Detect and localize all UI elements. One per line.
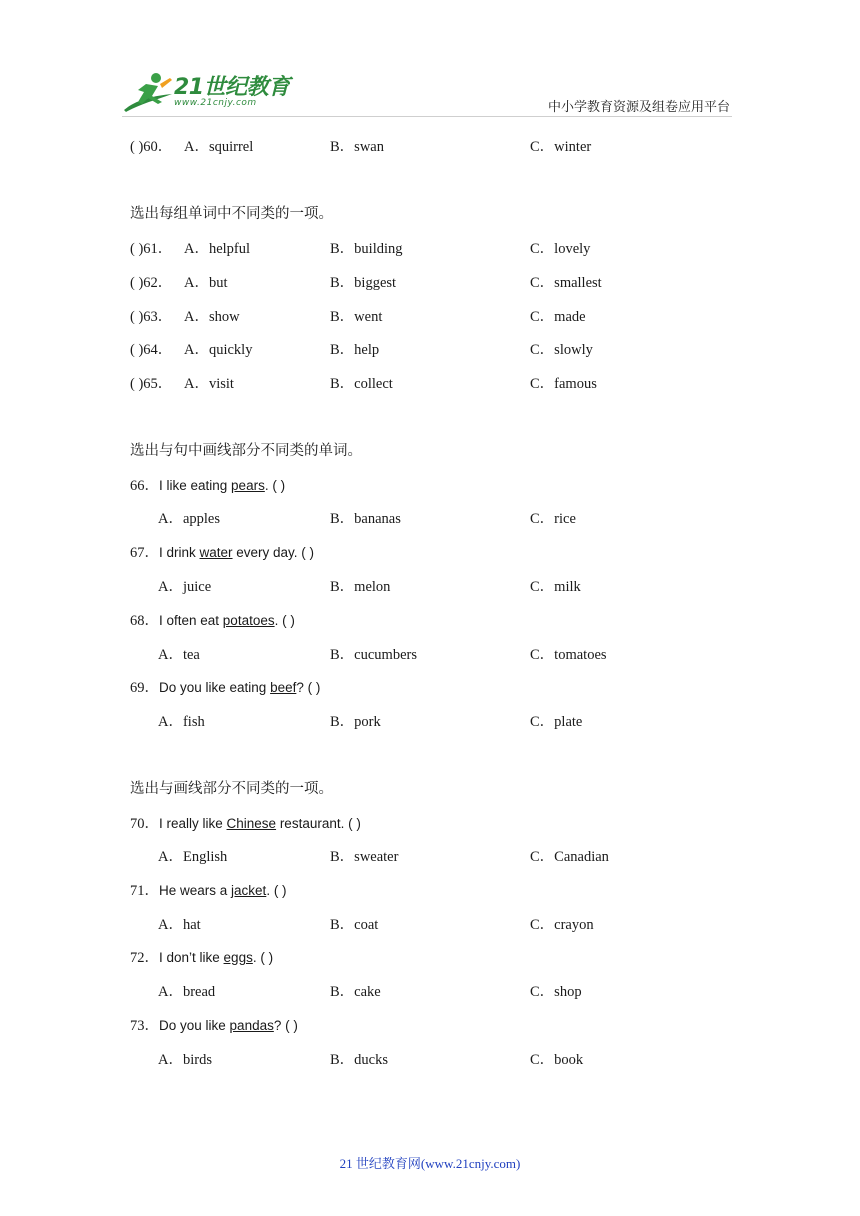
option-a: A．visit: [184, 376, 234, 392]
option-c: C．famous: [530, 376, 597, 392]
question-row: [130, 373, 730, 395]
question-number: ( )64．: [130, 342, 173, 358]
option-b: B．bananas: [330, 511, 401, 527]
option-a: A．birds: [158, 1052, 212, 1068]
question-row: [130, 136, 730, 158]
underlined-word: jacket: [231, 883, 267, 898]
option-c: C．slowly: [530, 342, 593, 358]
stem-text: ? ( ): [296, 680, 321, 695]
stem-text: Do you like eating: [159, 680, 271, 695]
option-c: C．tomatoes: [530, 647, 607, 663]
option-a: A．hat: [158, 917, 201, 933]
option-b: B．building: [330, 241, 403, 257]
underlined-word: pears: [231, 478, 265, 493]
option-b: B．coat: [330, 917, 379, 933]
header-divider: [122, 116, 732, 117]
question-number: ( )60．: [130, 139, 173, 155]
option-c: C．rice: [530, 511, 576, 527]
runner-icon: [122, 70, 174, 114]
question-stem: [130, 1015, 298, 1037]
stem-text: . ( ): [274, 613, 295, 628]
question-number: ( )63．: [130, 309, 173, 325]
option-c: C．shop: [530, 984, 582, 1000]
stem-text: . ( ): [264, 478, 286, 493]
stem-text: . ( ): [252, 950, 274, 965]
footer-link[interactable]: 21 世纪教育网(www.21cnjy.com): [339, 1156, 521, 1171]
option-b: B．cucumbers: [330, 647, 417, 663]
underlined-word: potatoes: [222, 613, 275, 628]
options-row: [130, 914, 730, 936]
option-a: A．English: [158, 849, 228, 865]
option-c: C．lovely: [530, 241, 591, 257]
option-c: C．winter: [530, 139, 592, 155]
question-number: ( )62．: [130, 275, 173, 291]
option-c: C．crayon: [530, 917, 594, 933]
options-row: [130, 981, 730, 1003]
question-stem: [130, 813, 361, 835]
option-b: B．swan: [330, 139, 384, 155]
question-number: 68．: [130, 613, 159, 629]
underlined-word: Chinese: [226, 816, 277, 831]
underlined-word: eggs: [223, 950, 253, 965]
question-number: 67．: [130, 545, 159, 561]
stem-text: I drink: [159, 545, 200, 560]
option-a: A．quickly: [184, 342, 253, 358]
question-number: ( )65．: [130, 376, 173, 392]
option-a: A．squirrel: [184, 139, 254, 155]
option-b: B．pork: [330, 714, 381, 730]
option-a: A．tea: [158, 647, 200, 663]
options-row: [130, 644, 730, 666]
question-number: 72．: [130, 950, 159, 966]
section-title: 选出与句中画线部分不同类的单词。: [130, 443, 362, 459]
option-c: C．book: [530, 1052, 584, 1068]
stem-text: restaurant. ( ): [276, 816, 361, 831]
stem-text: Do you like: [159, 1018, 230, 1033]
option-a: A．show: [184, 309, 240, 325]
options-row: [130, 1049, 730, 1071]
option-b: B．went: [330, 309, 383, 325]
stem-text: every day. ( ): [232, 545, 315, 560]
section-title: 选出每组单词中不同类的一项。: [130, 206, 333, 222]
question-number: ( )61．: [130, 241, 173, 257]
question-stem: [130, 947, 273, 969]
question-number: 69．: [130, 680, 159, 696]
underlined-word: beef: [270, 680, 297, 695]
stem-text: I like eating: [159, 478, 232, 493]
option-a: A．but: [184, 275, 228, 291]
question-number: 70．: [130, 816, 159, 832]
question-stem: [130, 880, 287, 902]
question-stem: [130, 542, 314, 564]
option-a: A．fish: [158, 714, 205, 730]
site-logo: [122, 68, 292, 116]
section-title: 选出与画线部分不同类的一项。: [130, 781, 333, 797]
options-row: [130, 711, 730, 733]
option-b: B．collect: [330, 376, 393, 392]
option-a: A．apples: [158, 511, 221, 527]
question-row: [130, 339, 730, 361]
question-number: 66．: [130, 478, 159, 494]
stem-text: I really like: [159, 816, 227, 831]
logo-url: www.21cnjy.com: [174, 98, 257, 108]
option-c: C．Canadian: [530, 849, 609, 865]
question-number: 73．: [130, 1018, 159, 1034]
option-c: C．milk: [530, 579, 581, 595]
option-c: C．made: [530, 309, 586, 325]
question-stem: [130, 677, 320, 699]
stem-text: I don’t like: [159, 950, 224, 965]
stem-text: . ( ): [266, 883, 287, 898]
stem-text: ? ( ): [273, 1018, 298, 1033]
option-b: B．biggest: [330, 275, 397, 291]
option-b: B．sweater: [330, 849, 399, 865]
question-number: 71．: [130, 883, 159, 899]
option-b: B．help: [330, 342, 380, 358]
underlined-word: water: [199, 545, 233, 560]
stem-text: He wears a: [159, 883, 232, 898]
question-row: [130, 306, 730, 328]
option-b: B．cake: [330, 984, 381, 1000]
header-platform-text: 中小学教育资源及组卷应用平台: [547, 99, 730, 114]
question-row: [130, 272, 730, 294]
option-a: A．bread: [158, 984, 216, 1000]
options-row: [130, 508, 730, 530]
options-row: [130, 576, 730, 598]
question-row: [130, 238, 730, 260]
option-c: C．plate: [530, 714, 583, 730]
question-stem: [130, 610, 295, 632]
question-stem: [130, 475, 285, 497]
option-b: B．melon: [330, 579, 391, 595]
options-row: [130, 846, 730, 868]
option-b: B．ducks: [330, 1052, 388, 1068]
stem-text: I often eat: [159, 613, 223, 628]
underlined-word: pandas: [229, 1018, 274, 1033]
option-c: C．smallest: [530, 275, 602, 291]
option-a: A．helpful: [184, 241, 251, 257]
logo-text: 21世纪教育: [174, 75, 290, 100]
option-a: A．juice: [158, 579, 212, 595]
